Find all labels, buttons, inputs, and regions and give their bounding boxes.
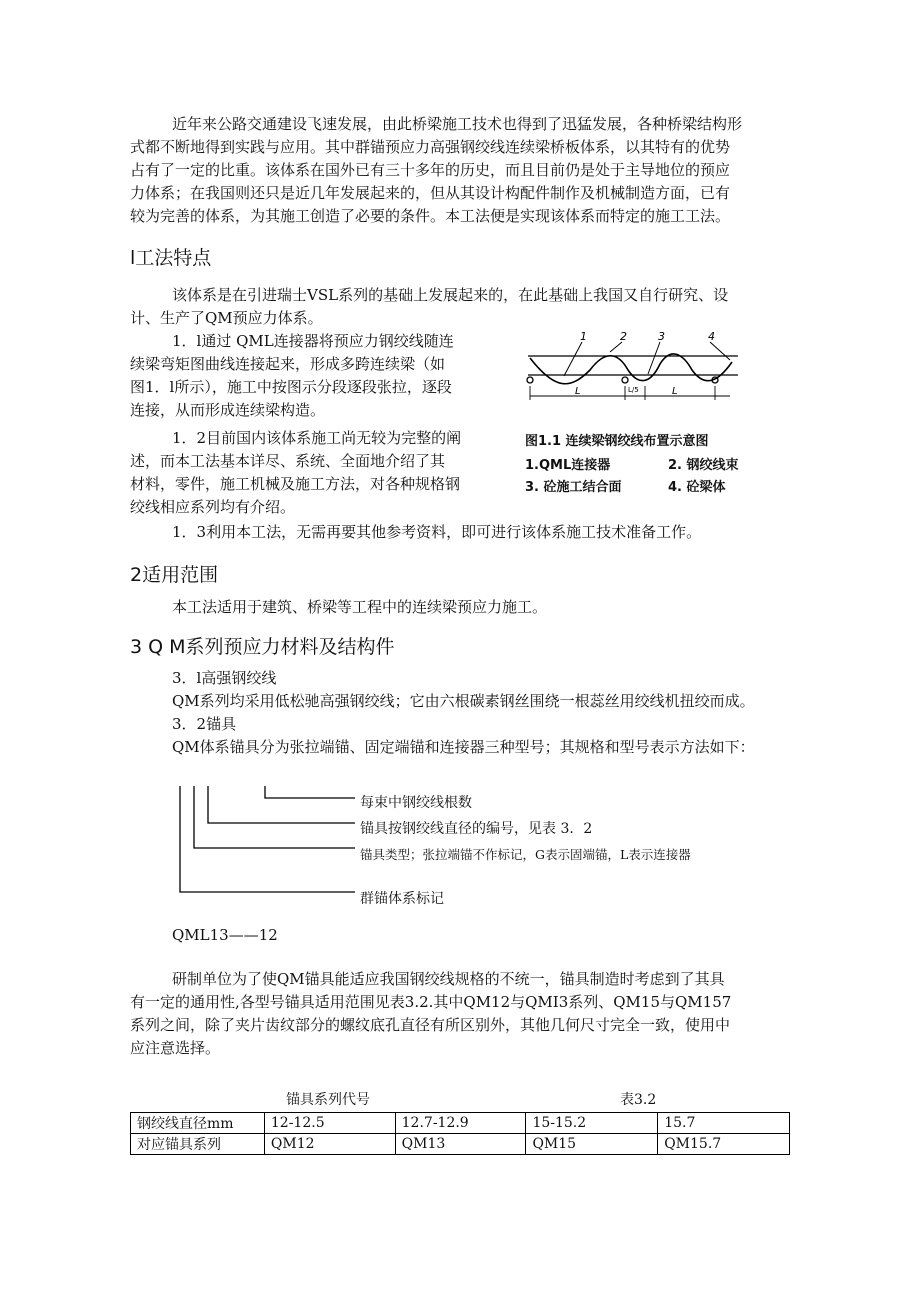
diagram-label-diameter-code: 锚具按钢绞线直径的编号，见表 3．2 — [360, 821, 593, 837]
intro-line-5: 较为完善的体系，为其施工创造了必要的条件。本工法便是实现该体系而特定的施工工法。 — [130, 207, 731, 225]
bracket-strand-count — [265, 786, 355, 798]
s3-para-line-2: 有一定的通用性,各型号锚具适用范围见表3.2.其中QM12与QMI3系列、QM15与QM157 — [130, 993, 732, 1011]
fig-dim-small: L/5 — [628, 386, 639, 394]
fig-label-2: 2 — [620, 330, 627, 343]
s1-3-line: 1．3利用本工法，无需再要其他参考资料，即可进行该体系施工技术准备工作。 — [172, 523, 702, 541]
s1-2-line-4: 绞线相应系列均有介绍。 — [130, 498, 296, 516]
fig-label-3: 3 — [658, 330, 665, 343]
s3-para-line-1: 研制单位为了使QM锚具能适应我国钢绞线规格的不统一，锚具制造时考虑到了其具 — [172, 970, 725, 988]
table-cell: 12-12.5 — [264, 1113, 395, 1134]
diagram-label-anchor-type: 锚具类型；张拉端锚不作标记，G表示固端锚，L表示连接器 — [360, 847, 691, 862]
table-cell: 15-15.2 — [526, 1113, 658, 1134]
s1-2-line-2: 述，而本工法基本详尽、系统、全面地介绍了其 — [130, 452, 446, 470]
s3-para-line-3: 系列之间，除了夹片齿纹部分的螺纹底孔直径有所区别外，其他几何尺寸完全一致，使用中 — [130, 1016, 731, 1034]
s1-2-line-3: 材料，零件，施工机械及施工方法，对各种规格钢 — [130, 475, 461, 493]
s1-2-line-1: 1．2目前国内该体系施工尚无较为完整的阐 — [172, 429, 462, 447]
figure-legend-4: 4. 砼梁体 — [668, 480, 726, 495]
bracket-diameter-code — [208, 786, 355, 823]
intro-line-3: 占有了一定的比重。该体系在国外已有三十多年的历史，而且目前仍是处于主导地位的预应 — [130, 161, 731, 179]
table-cell: QM13 — [395, 1134, 526, 1155]
leader-2 — [610, 342, 622, 352]
s2-text: 本工法适用于建筑、桥梁等工程中的连续梁预应力施工。 — [172, 598, 548, 616]
fig-label-1: 1 — [580, 330, 587, 343]
section-1-heading: l工法特点 — [130, 247, 212, 269]
table-cell: 对应锚具系列 — [131, 1134, 265, 1155]
anchor-series-table — [130, 1112, 790, 1155]
s1-1-line-3: 图1．l所示），施工中按图示分段逐段张拉，逐段 — [130, 378, 452, 396]
fig-label-4: 4 — [708, 330, 715, 343]
table-title: 锚具系列代号 — [286, 1092, 370, 1108]
fig-dim-L-1: L — [575, 386, 581, 397]
section-3-heading: 3 Q M系列预应力材料及结构件 — [130, 636, 395, 658]
support-2 — [622, 377, 628, 383]
intro-line-4: 力体系；在我国则还只是近几年发展起来的，但从其设计构配件制作及机械制造方面，已有 — [130, 184, 731, 202]
s3-1-heading: 3．l高强钢绞线 — [172, 669, 277, 687]
table-cell: QM12 — [264, 1134, 395, 1155]
s3-1-text: QM系列均采用低松驰高强钢绞线；它由六根碳素钢丝围绕一根蕊丝用绞线机扭绞而成。 — [172, 692, 755, 710]
support-1 — [527, 377, 533, 383]
s1-1-line-2: 续梁弯矩图曲线连接起来，形成多跨连续梁（如 — [130, 355, 446, 373]
table-cell: 12.7-12.9 — [395, 1113, 526, 1134]
figure-legend-1: 1.QML连接器 — [525, 458, 611, 473]
table-cell: QM15.7 — [658, 1134, 790, 1155]
model-code-bracket-diagram — [170, 780, 370, 900]
bracket-anchor-type — [194, 786, 355, 848]
s3-para-line-4: 应注意选择。 — [130, 1039, 221, 1057]
s1-intro-line-2: 计、生产了QM预应力体系。 — [130, 309, 323, 327]
table-number: 表3.2 — [620, 1092, 657, 1108]
figure-legend-3: 3. 砼施工结合面 — [525, 480, 622, 495]
leader-3 — [648, 342, 660, 374]
s1-intro-line-1: 该体系是在引进瑞士VSL系列的基础上发展起来的，在此基础上我国又自行研究、设 — [172, 286, 729, 304]
fig-dim-L-2: L — [672, 386, 678, 397]
leader-1 — [564, 342, 582, 376]
table-row — [131, 1134, 790, 1155]
figure-continuous-beam-diagram — [500, 330, 750, 410]
s3-2-heading: 3．2锚具 — [172, 715, 237, 733]
table-row — [131, 1113, 790, 1134]
figure-caption: 图1.1 连续梁钢绞线布置示意图 — [525, 434, 709, 449]
bracket-system-mark — [180, 786, 355, 892]
diagram-label-strand-count: 每束中钢绞线根数 — [360, 795, 472, 811]
figure-legend-2: 2. 钢绞线束 — [668, 458, 739, 473]
intro-line-1: 近年来公路交通建设飞速发展，由此桥梁施工技术也得到了迅猛发展，各种桥梁结构形 — [172, 115, 743, 133]
section-2-heading: 2适用范围 — [130, 564, 219, 586]
table-cell: QM15 — [526, 1134, 658, 1155]
diagram-label-system-mark: 群锚体系标记 — [360, 891, 444, 907]
s3-2-text: QM体系锚具分为张拉端锚、固定端锚和连接器三种型号；其规格和型号表示方法如下： — [172, 738, 755, 756]
s1-1-line-4: 连接，从而形成连续梁构造。 — [130, 401, 326, 419]
intro-line-2: 式都不断地得到实践与应用。其中群锚预应力高强钢绞线连续梁桥板体系，以其特有的优势 — [130, 138, 731, 156]
leader-4 — [710, 342, 730, 360]
s1-1-line-1: 1．l通过 QML连接器将预应力钢绞线随连 — [172, 332, 454, 350]
model-example: QML13——12 — [172, 926, 278, 944]
tendon-curve — [530, 354, 732, 384]
table-cell: 15.7 — [658, 1113, 790, 1134]
table-cell: 钢绞线直径mm — [131, 1113, 265, 1134]
